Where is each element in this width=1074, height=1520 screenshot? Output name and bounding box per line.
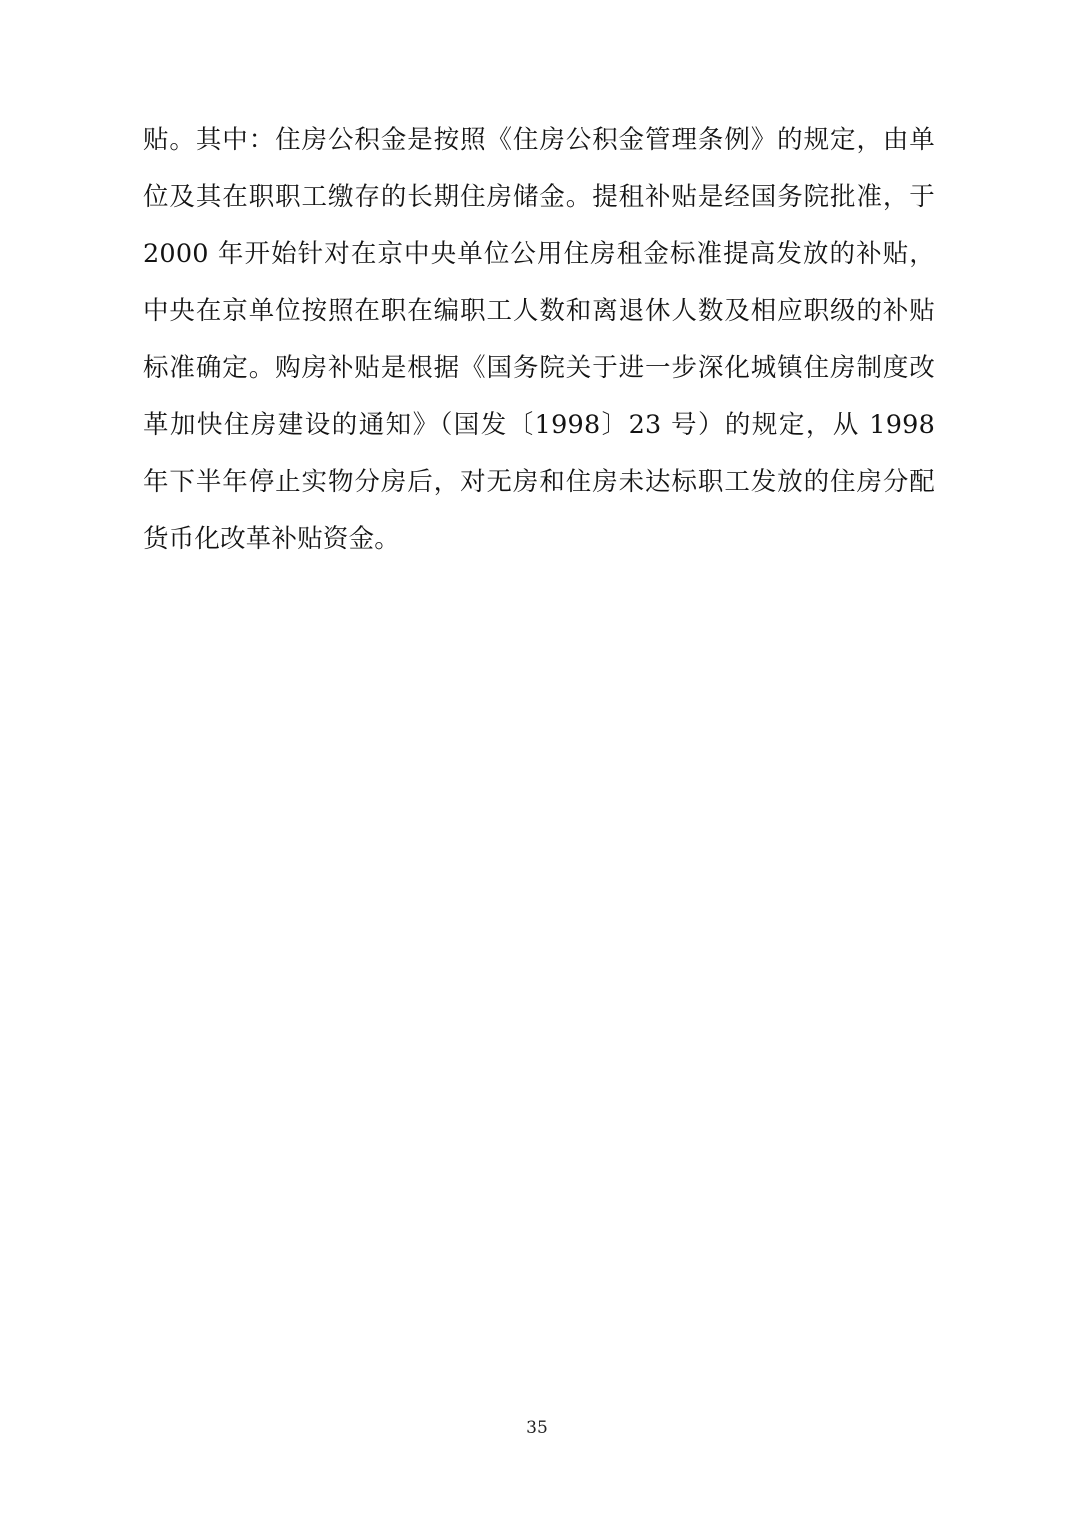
page-number: 35 [526, 1418, 548, 1438]
document-body [143, 112, 935, 568]
body-paragraph: 贴。其中：住房公积金是按照《住房公积金管理条例》的规定，由单位及其在职职工缴存的长期住房储金。提租补贴是经国务院批准，于 2000 年开始针对在京中央单位公用住房租金标准提高发放的补贴，中央在京单位按照在职在编职工人数和离退休人数及相应职级的补贴标准确定。购房补贴是根据《国务院关于进一步深化城镇住房制度改革加快住房建设的通知》（国发〔1998〕23 号）的规定，从 1998 年下半年停止实物分房后，对无房和住房未达标职工发放的住房分配货币化改革补贴资金。 [143, 125, 935, 554]
